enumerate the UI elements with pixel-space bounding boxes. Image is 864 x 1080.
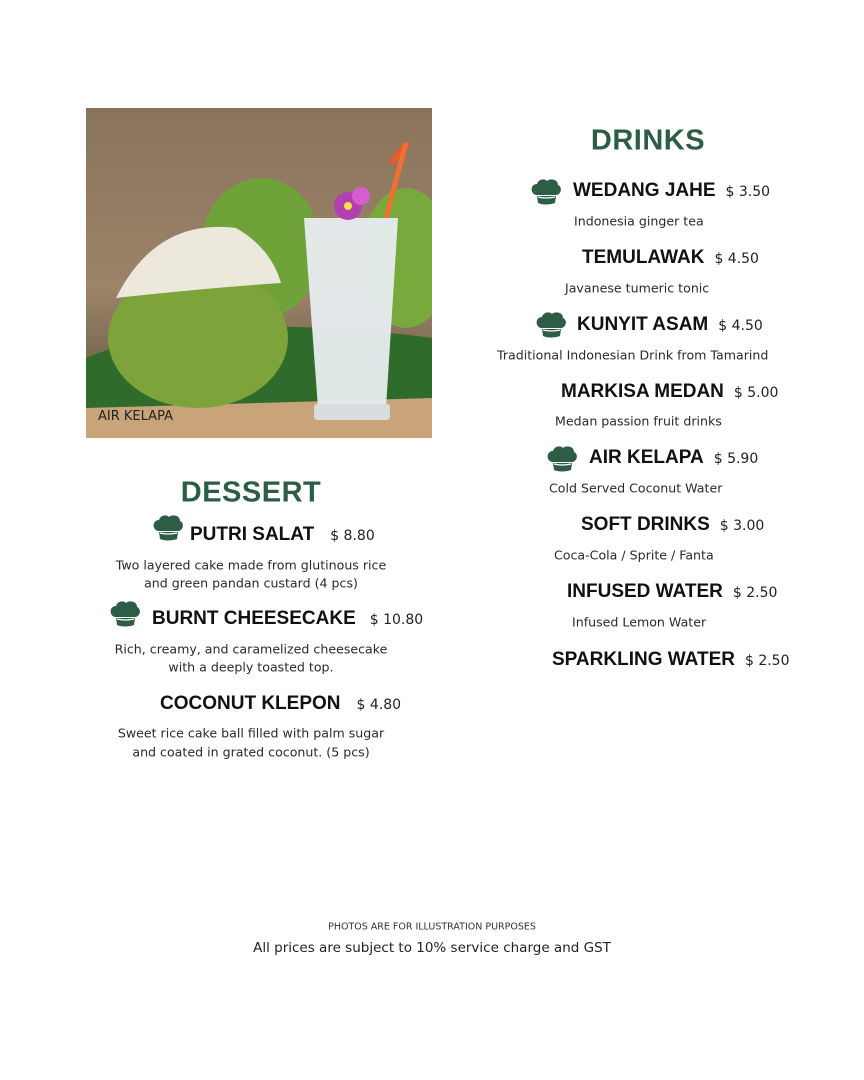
item-price: $ 3.00 [719,518,765,534]
menu-item-air-kelapa [589,447,758,469]
chef-hat-icon [535,311,567,339]
item-name: BURNT CHEESECAKE [152,608,356,629]
item-description: and green pandan custard (4 pcs) [144,575,358,591]
chef-hat-icon [530,178,562,206]
item-description: Two layered cake made from glutinous rice [115,557,387,573]
item-name: KUNYIT ASAM [577,314,709,335]
menu-item-sparkling-water [552,649,790,671]
item-description: with a deeply toasted top. [168,659,334,675]
item-price: $ 10.80 [369,612,424,628]
item-description: Rich, creamy, and caramelized cheesecake [114,641,388,657]
photo-caption: AIR KELAPA [98,409,173,424]
menu-item-wedang-jahe [573,180,770,202]
item-name: TEMULAWAK [582,247,705,268]
item-price: $ 4.50 [714,251,759,267]
item-name: WEDANG JAHE [573,180,716,201]
item-name: AIR KELAPA [589,447,704,468]
menu-item-soft-drinks [581,514,764,536]
coconut-drink-illustration [86,108,432,438]
service-charge-note: All prices are subject to 10% service charge and GST [253,940,611,956]
menu-item-markisa-medan [561,381,778,403]
item-price: $ 2.50 [732,585,778,601]
menu-item-infused-water [567,581,777,603]
menu-item-putri-salat [190,524,375,546]
item-price: $ 2.50 [744,653,790,669]
photo-disclaimer: PHOTOS ARE FOR ILLUSTRATION PURPOSES [328,921,536,933]
item-description: Coca-Cola / Sprite / Fanta [554,547,714,563]
item-description: Cold Served Coconut Water [549,480,723,496]
item-price: $ 3.50 [725,184,771,200]
item-price: $ 4.50 [718,318,763,334]
item-price: $ 8.80 [330,528,375,544]
item-name: SPARKLING WATER [552,649,735,670]
item-name: INFUSED WATER [567,581,723,602]
item-price: $ 4.80 [356,697,402,713]
item-name: SOFT DRINKS [581,514,710,535]
item-price: $ 5.90 [713,451,759,467]
item-description: and coated in grated coconut. (5 pcs) [132,744,370,760]
item-description: Infused Lemon Water [572,614,707,630]
item-name: MARKISA MEDAN [561,381,724,402]
item-name: PUTRI SALAT [190,524,315,545]
chef-hat-icon [109,600,141,628]
item-description: Javanese tumeric tonic [565,280,710,296]
drinks-title: DRINKS [590,124,706,157]
item-description: Sweet rice cake ball filled with palm sugar [117,725,385,741]
item-description: Indonesia ginger tea [574,213,704,229]
chef-hat-icon [546,445,578,473]
air-kelapa-photo [86,108,432,438]
item-name: COCONUT KLEPON [160,693,341,714]
item-description: Medan passion fruit drinks [555,413,722,429]
menu-item-temulawak [582,247,759,269]
chef-hat-icon [152,514,184,542]
menu-item-coconut-klepon [160,693,401,715]
item-description: Traditional Indonesian Drink from Tamarind [497,347,769,363]
menu-item-kunyit-asam [577,314,763,336]
menu-item-burnt-cheesecake [152,608,423,630]
dessert-title: DESSERT [180,476,322,509]
item-price: $ 5.00 [733,385,779,401]
